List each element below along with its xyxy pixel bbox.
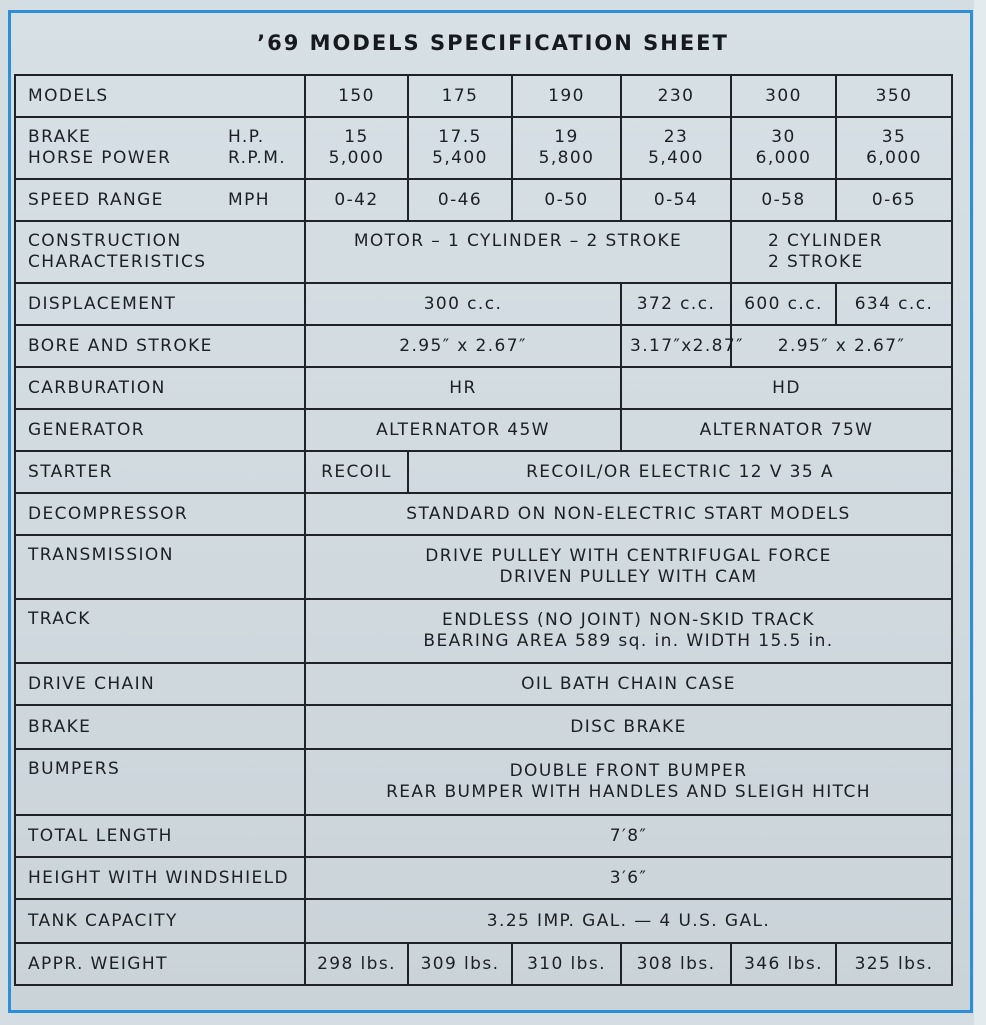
unit-label: MPH <box>228 189 270 210</box>
row-drive-chain <box>15 663 952 705</box>
track-cell: ENDLESS (NO JOINT) NON-SKID TRACK BEARING AREA 589 sq. in. WIDTH 15.5 in. <box>305 599 952 663</box>
hp-cell: 30 6,000 <box>731 117 836 179</box>
spec-table <box>14 74 953 986</box>
speed-cell: 0-50 <box>512 179 621 221</box>
row-bore-stroke <box>15 325 952 367</box>
starter-cell: RECOIL/OR ELECTRIC 12 V 35 A <box>408 451 952 493</box>
row-label-brake-horse-power <box>15 117 305 179</box>
row-label-decompressor: DECOMPRESSOR <box>15 493 305 535</box>
row-bumpers <box>15 749 952 815</box>
speed-cell: 0-54 <box>621 179 731 221</box>
row-label-speed-range: SPEED RANGE MPH <box>15 179 305 221</box>
row-tank-capacity <box>15 899 952 943</box>
label-line: BRAKE <box>28 127 92 147</box>
bumpers-cell: DOUBLE FRONT BUMPER REAR BUMPER WITH HANDLES AND SLEIGH HITCH <box>305 749 952 815</box>
weight-cell: 309 lbs. <box>408 943 512 985</box>
row-displacement <box>15 283 952 325</box>
construction-single-cylinder: MOTOR – 1 CYLINDER – 2 STROKE <box>305 221 731 283</box>
row-transmission <box>15 535 952 599</box>
row-label-track: TRACK <box>15 599 305 663</box>
displacement-cell: 300 c.c. <box>305 283 621 325</box>
row-label-total-length: TOTAL LENGTH <box>15 815 305 857</box>
row-label-transmission: TRANSMISSION <box>15 535 305 599</box>
bore-stroke-cell: 2.95″ x 2.67″ <box>731 325 952 367</box>
starter-cell: RECOIL <box>305 451 408 493</box>
unit-label: R.P.M. <box>228 148 287 168</box>
displacement-cell: 634 c.c. <box>836 283 952 325</box>
model-cell: 175 <box>408 75 512 117</box>
generator-cell: ALTERNATOR 45W <box>305 409 621 451</box>
hp-cell: 17.5 5,400 <box>408 117 512 179</box>
displacement-cell: 600 c.c. <box>731 283 836 325</box>
tank-capacity-cell: 3.25 IMP. GAL. — 4 U.S. GAL. <box>305 899 952 943</box>
row-total-length <box>15 815 952 857</box>
model-cell: 190 <box>512 75 621 117</box>
transmission-cell: DRIVE PULLEY WITH CENTRIFUGAL FORCE DRIVEN PULLEY WITH CAM <box>305 535 952 599</box>
row-label-drive-chain: DRIVE CHAIN <box>15 663 305 705</box>
page-edge <box>974 0 986 1025</box>
model-cell: 300 <box>731 75 836 117</box>
row-models <box>15 75 952 117</box>
speed-cell: 0-65 <box>836 179 952 221</box>
carburation-cell: HR <box>305 367 621 409</box>
speed-cell: 0-46 <box>408 179 512 221</box>
model-cell: 230 <box>621 75 731 117</box>
row-height <box>15 857 952 899</box>
label-line: HORSE POWER <box>28 148 172 168</box>
unit-label: H.P. <box>228 127 265 147</box>
row-label-weight: APPR. WEIGHT <box>15 943 305 985</box>
bore-stroke-cell: 3.17″x2.87″ <box>621 325 731 367</box>
brake-cell: DISC BRAKE <box>305 705 952 749</box>
row-label-starter: STARTER <box>15 451 305 493</box>
decompressor-cell: STANDARD ON NON-ELECTRIC START MODELS <box>305 493 952 535</box>
weight-cell: 325 lbs. <box>836 943 952 985</box>
weight-cell: 298 lbs. <box>305 943 408 985</box>
carburation-cell: HD <box>621 367 952 409</box>
row-brake <box>15 705 952 749</box>
row-label-tank-capacity: TANK CAPACITY <box>15 899 305 943</box>
displacement-cell: 372 c.c. <box>621 283 731 325</box>
row-label-brake: BRAKE <box>15 705 305 749</box>
row-decompressor <box>15 493 952 535</box>
row-label-bumpers: BUMPERS <box>15 749 305 815</box>
total-length-cell: 7′8″ <box>305 815 952 857</box>
sheet-title: ’69 MODELS SPECIFICATION SHEET <box>257 31 729 55</box>
weight-cell: 308 lbs. <box>621 943 731 985</box>
speed-cell: 0-58 <box>731 179 836 221</box>
bore-stroke-cell: 2.95″ x 2.67″ <box>305 325 621 367</box>
row-label-carburation: CARBURATION <box>15 367 305 409</box>
row-label-generator: GENERATOR <box>15 409 305 451</box>
row-weight <box>15 943 952 985</box>
row-construction <box>15 221 952 283</box>
model-cell: 150 <box>305 75 408 117</box>
row-brake-horse-power <box>15 117 952 179</box>
row-carburation <box>15 367 952 409</box>
generator-cell: ALTERNATOR 75W <box>621 409 952 451</box>
hp-cell: 19 5,800 <box>512 117 621 179</box>
hp-cell: 35 6,000 <box>836 117 952 179</box>
row-label-models: MODELS <box>15 75 305 117</box>
row-track <box>15 599 952 663</box>
height-cell: 3′6″ <box>305 857 952 899</box>
construction-twin-cylinder: 2 CYLINDER 2 STROKE <box>731 221 952 283</box>
weight-cell: 310 lbs. <box>512 943 621 985</box>
drive-chain-cell: OIL BATH CHAIN CASE <box>305 663 952 705</box>
row-label-bore-stroke: BORE AND STROKE <box>15 325 305 367</box>
hp-cell: 15 5,000 <box>305 117 408 179</box>
hp-cell: 23 5,400 <box>621 117 731 179</box>
row-label-construction: CONSTRUCTION CHARACTERISTICS <box>15 221 305 283</box>
model-cell: 350 <box>836 75 952 117</box>
row-starter <box>15 451 952 493</box>
row-speed-range <box>15 179 952 221</box>
row-label-displacement: DISPLACEMENT <box>15 283 305 325</box>
row-label-height: HEIGHT WITH WINDSHIELD <box>15 857 305 899</box>
row-generator <box>15 409 952 451</box>
weight-cell: 346 lbs. <box>731 943 836 985</box>
speed-cell: 0-42 <box>305 179 408 221</box>
